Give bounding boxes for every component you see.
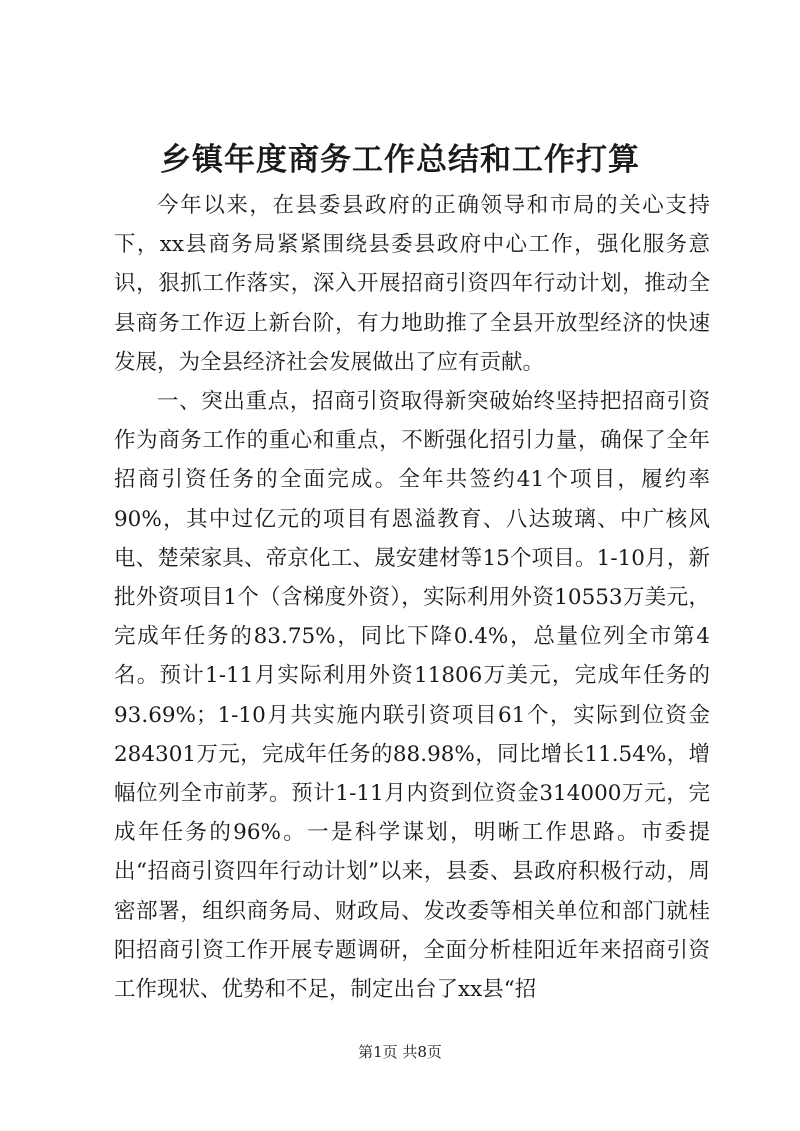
paragraph-section-1: 一、突出重点，招商引资取得新突破始终坚持把招商引资作为商务工作的重心和重点，不断强化招引力量，确保了全年招商引资任务的全面完成。全年共签约41个项目，履约率90%，其中过亿元的项目有恩溢教育、八达玻璃、中广核风电、楚荣家具、帝京化工、晟安建材等15个项目。1-10月，新批外资项目1个（含梯度外资），实际利用外资10553万美元，完成年任务的83.75%，同比下降0.4%，总量位列全市第4名。预计1-11月实际利用外资11806万美元，完成年任务的93.69%；1-10月共实施内联引资项目61个，实际到位资金284301万元，完成年任务的88.98%，同比增长11.54%，增幅位列全市前茅。预计1-11月内资到位资金314000万元，完成年任务的96%。一是科学谋划，明晰工作思路。市委提出“招商引资四年行动计划”以来，县委、县政府积极行动，周密部署，组织商务局、财政局、发改委等相关单位和部门就桂阳招商引资工作开展专题调研，全面分析桂阳近年来招商引资工作现状、优势和不足，制定出台了xx县“招 [114, 389, 710, 1003]
document-title: 乡镇年度商务工作总结和工作打算 [160, 142, 640, 178]
page-number-footer: 第1页 共8页 [358, 1043, 442, 1061]
document-body [114, 186, 710, 1009]
paragraph-intro: 今年以来，在县委县政府的正确领导和市局的关心支持下，xx县商务局紧紧围绕县委县政府中心工作，强化服务意识，狠抓工作落实，深入开展招商引资四年行动计划，推动全县商务工作迈上新台阶，有力地助推了全县开放型经济的快速发展，为全县经济社会发展做出了应有贡献。 [114, 193, 710, 375]
